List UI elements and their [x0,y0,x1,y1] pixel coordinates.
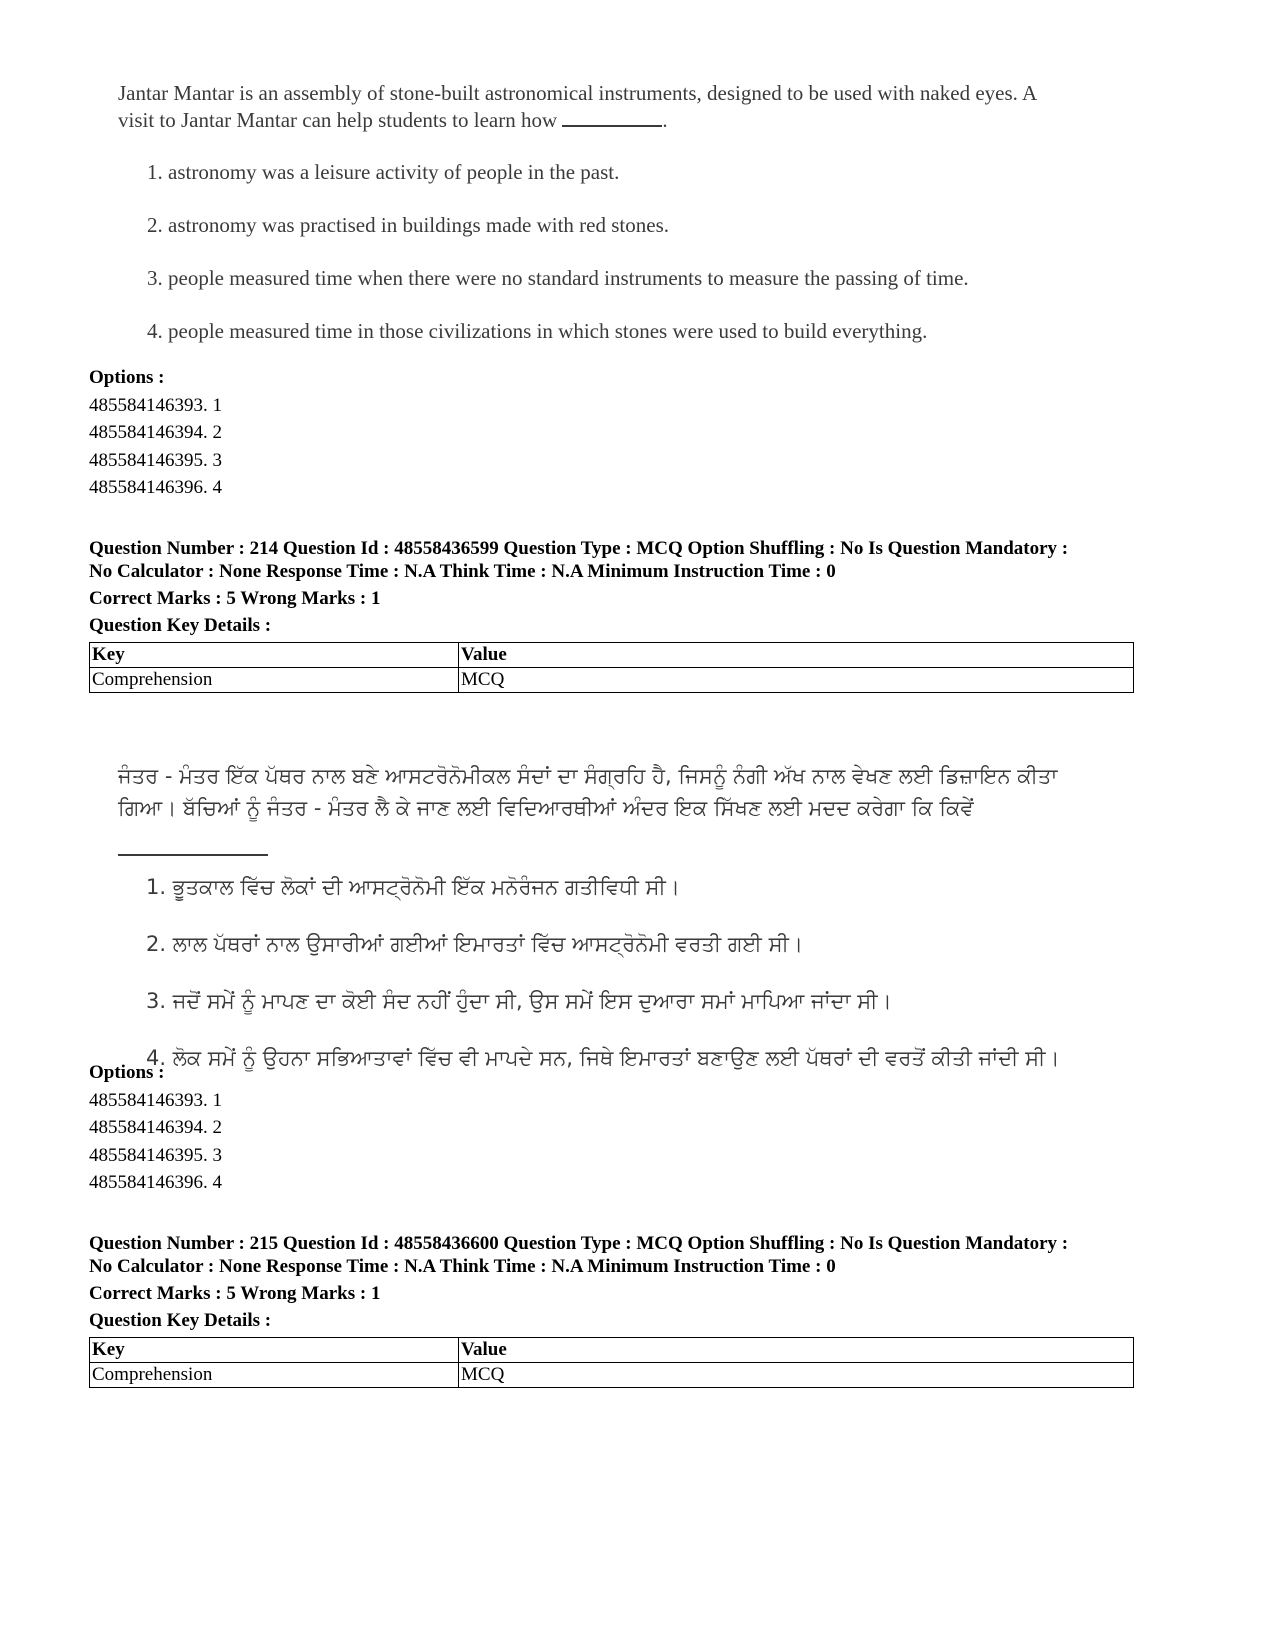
table-header-row [90,643,1134,668]
choice-list [147,160,1178,372]
stem-line-2: visit to Jantar Mantar can help students to learn how [118,108,558,132]
option-id: 485584146395. 3 [89,449,222,471]
question-image-english [118,80,1178,372]
info-line-1: Question Number : 214 Question Id : 48558436599 Question Type : MCQ Option Shuffling : No Is Question Mandatory : [89,538,1069,559]
stem-line-1: Jantar Mantar is an assembly of stone-built astronomical instruments, designed to be used with naked eyes. A [118,81,1038,105]
cell-key: Comprehension [90,668,459,693]
choice-item: 4. ਲੋਕ ਸਮੇਂ ਨੂੰ ਉਹਨਾ ਸਭਿਆਤਾਵਾਂ ਵਿੱਚ ਵੀ ਮਾਪਦੇ ਸਨ, ਜਿਥੇ ਇਮਾਰਤਾਂ ਬਣਾਉਣ ਲਈ ਪੱਥਰਾਂ ਦੀ ਵਰਤੋਂ ਕੀਤੀ ਜਾਂਦੀ ਸੀ। [146,1046,1060,1070]
question-info [89,537,1139,583]
options-title: Options : [89,1062,165,1083]
table-row [90,668,1134,693]
choice-item: 3. people measured time when there were no standard instruments to measure the passing of time. [147,266,969,290]
choice-item: 2. ਲਾਲ ਪੱਥਰਾਂ ਨਾਲ ਉਸਾਰੀਆਂ ਗਈਆਂ ਇਮਾਰਤਾਂ ਵਿੱਚ ਆਸਟ੍ਰੋਨੋਮੀ ਵਰਤੀ ਗਈ ਸੀ। [146,932,804,956]
question-meta [89,537,1139,693]
choice-item: 1. ਭੂਤਕਾਲ ਵਿੱਚ ਲੋਕਾਂ ਦੀ ਆਸਟ੍ਰੋਨੋਮੀ ਇੱਕ ਮਨੋਰੰਜਨ ਗਤੀਵਿਧੀ ਸੀ। [146,875,680,899]
info-line-1: Question Number : 215 Question Id : 48558436600 Question Type : MCQ Option Shuffling : No Is Question Mandatory : [89,1233,1069,1254]
info-line-2: No Calculator : None Response Time : N.A Think Time : N.A Minimum Instruction Time : 0 [89,561,836,582]
choice-item: 4. people measured time in those civilizations in which stones were used to build everything. [147,319,928,343]
header-value: Value [459,643,1134,668]
choice-item: 1. astronomy was a leisure activity of people in the past. [147,160,620,184]
stem-line-1: ਜੰਤਰ - ਮੰਤਰ ਇੱਕ ਪੱਥਰ ਨਾਲ ਬਣੇ ਆਸਟਰੋਨੋਮੀਕਲ ਸੰਦਾਂ ਦਾ ਸੰਗ੍ਰਹਿ ਹੈ, ਜਿਸਨੂੰ ਨੰਗੀ ਅੱਖ ਨਾਲ ਵੇਖਣ ਲਈ ਡਿਜ਼ਾਇਨ ਕੀਤਾ [118,764,1058,788]
key-details-table [89,642,1134,693]
option-id: 485584146393. 1 [89,1089,222,1111]
option-id: 485584146396. 4 [89,1172,222,1193]
option-id: 485584146395. 3 [89,1144,222,1166]
key-details-table [89,1337,1134,1388]
info-line-2: No Calculator : None Response Time : N.A Think Time : N.A Minimum Instruction Time : 0 [89,1256,836,1277]
question-stem [118,80,1178,134]
answer-blank [562,107,662,127]
cell-key: Comprehension [90,1363,459,1388]
option-id: 485584146396. 4 [89,477,222,498]
choice-item: 2. astronomy was practised in buildings made with red stones. [147,213,669,237]
question-stem [118,760,1208,824]
options-section [89,1059,222,1197]
key-details-title: Question Key Details : [89,615,272,636]
choice-item: 3. ਜਦੋਂ ਸਮੇਂ ਨੂੰ ਮਾਪਣ ਦਾ ਕੋਈ ਸੰਦ ਨਹੀਂ ਹੁੰਦਾ ਸੀ, ਉਸ ਸਮੇਂ ਇਸ ਦੁਆਰਾ ਸਮਾਂ ਮਾਪਿਆ ਜਾਂਦਾ ਸੀ। [146,989,892,1013]
options-section [89,364,222,502]
option-id: 485584146394. 2 [89,1117,222,1138]
choice-list [146,874,1208,1102]
marks-line: Correct Marks : 5 Wrong Marks : 1 [89,1283,381,1304]
question-info [89,1232,1139,1278]
key-details-title: Question Key Details : [89,1310,272,1331]
cell-value: MCQ [459,1363,1134,1388]
table-header-row [90,1338,1134,1363]
marks-line: Correct Marks : 5 Wrong Marks : 1 [89,588,381,609]
option-id: 485584146393. 1 [89,394,222,416]
table-row [90,1363,1134,1388]
header-value: Value [459,1338,1134,1363]
question-image-punjabi [118,760,1208,1102]
header-key: Key [90,1338,459,1363]
answer-blank [118,842,268,856]
stem-end: . [662,108,668,132]
stem-line-2: ਗਿਆ। ਬੱਚਿਆਂ ਨੂੰ ਜੰਤਰ - ਮੰਤਰ ਲੈ ਕੇ ਜਾਣ ਲਈ ਵਿਦਿਆਰਥੀਆਂ ਅੰਦਰ ਇਕ ਸਿੱਖਣ ਲਈ ਮਦਦ ਕਰੇਗਾ ਕਿ ਕਿਵੇਂ [118,796,974,820]
header-key: Key [90,643,459,668]
question-meta [89,1232,1139,1388]
option-id: 485584146394. 2 [89,422,222,443]
cell-value: MCQ [459,668,1134,693]
options-title: Options : [89,367,165,388]
